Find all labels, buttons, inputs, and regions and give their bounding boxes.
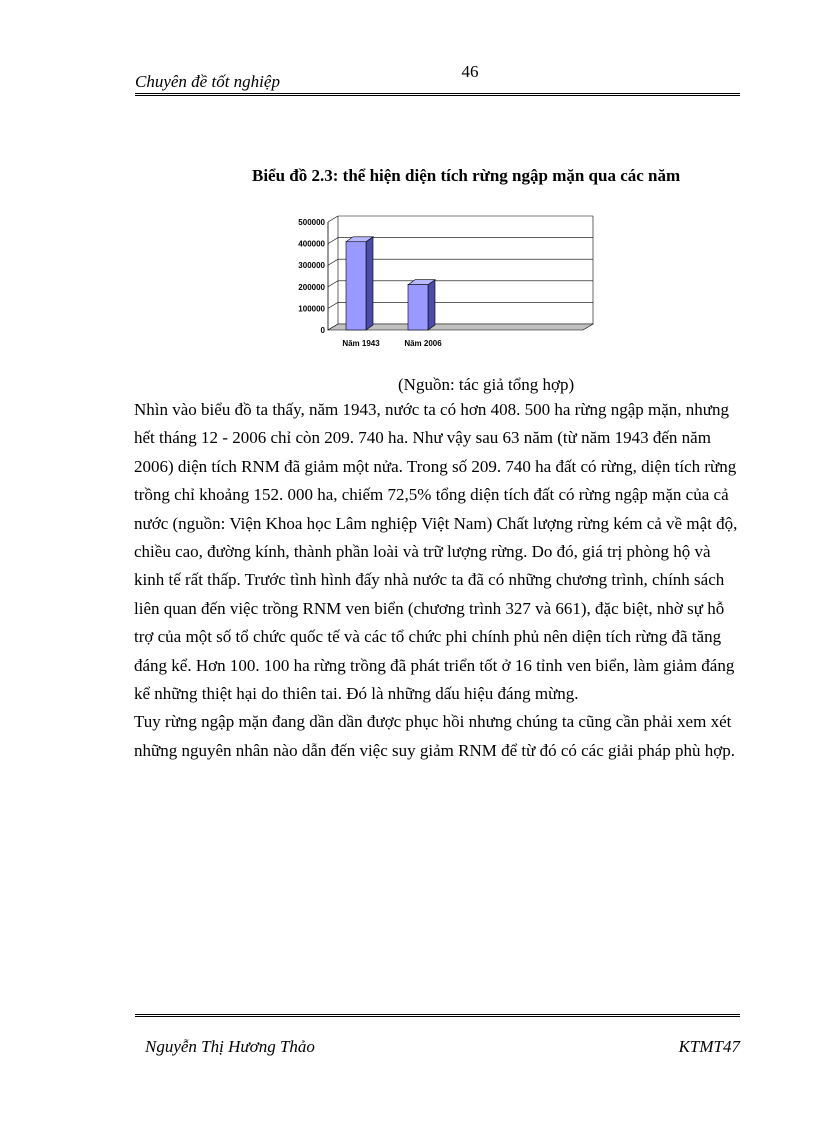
bar	[408, 285, 428, 330]
source-note: (Nguồn: tác giả tổng hợp)	[398, 375, 575, 394]
gridline-side	[328, 281, 338, 287]
footer-rule	[135, 1014, 740, 1017]
gridline-side	[328, 259, 338, 265]
bar	[346, 242, 366, 330]
page-number: 46	[461, 62, 479, 81]
y-tick-label: 400000	[298, 239, 325, 249]
y-tick-label: 300000	[298, 261, 325, 271]
chart-title: Biểu đồ 2.3: thể hiện diện tích rừng ngập mặn qua các năm	[252, 166, 681, 185]
bar-side	[428, 280, 435, 330]
footer-class-code: KTMT47	[678, 1037, 740, 1056]
chart-svg	[283, 212, 603, 362]
header-rule	[135, 93, 740, 96]
body-text	[134, 396, 740, 765]
y-tick-label: 500000	[298, 218, 325, 227]
x-tick-label: Năm 2006	[404, 339, 442, 348]
x-tick-label: Năm 1943	[342, 339, 380, 348]
bar-chart	[283, 212, 603, 362]
y-tick-label: 200000	[298, 282, 325, 292]
gridline-side	[328, 302, 338, 308]
paragraph-2: Tuy rừng ngập mặn đang dần dần được phục hồi nhưng chúng ta cũng cần phải xem xét những nguyên nhân nào dẫn đến việc suy giảm RNM để từ đó có các giải pháp phù hợp.	[134, 712, 736, 760]
paragraph-1: Nhìn vào biểu đồ ta thấy, năm 1943, nước ta có hơn 408. 500 ha rừng ngập mặn, nhưng hết tháng 12 - 2006 chỉ còn 209. 740 ha. Như vậy sau 63 năm (từ năm 1943 đến năm 2006) diện tích RNM đã giảm một nửa. Trong số 209. 740 ha đất có rừng, diện tích rừng trồng chỉ khoảng 152. 000 ha, chiếm 72,5% tổng diện tích đất có rừng ngập mặn của cả nước (nguồn: Viện Khoa học Lâm nghiệp Việt Nam) Chất lượng rừng kém cả về mật độ, chiều cao, đường kính, thành phần loài và trữ lượng rừng. Do đó, giá trị phòng hộ và kinh tế rất thấp. Trước tình hình đấy nhà nước ta đã có những chương trình, chính sách liên quan đến việc trồng RNM ven biển (chương trình 327 và 661), đặc biệt, nhờ sự hỗ trợ của một số tổ chức quốc tế và các tổ chức phi chính phủ nên diện tích rừng đã tăng đáng kể. Hơn 100. 100 ha rừng trồng đã phát triển tốt ở 16 tỉnh ven biển, làm giảm đáng kể những thiệt hại do thiên tai. Đó là những dấu hiệu đáng mừng.	[134, 400, 738, 704]
y-tick-label: 100000	[298, 304, 325, 314]
footer-author: Nguyễn Thị Hương Thảo	[145, 1037, 315, 1056]
bar-side	[366, 237, 373, 330]
gridline-side	[328, 238, 338, 244]
header-title: Chuyên đề tốt nghiệp	[135, 72, 280, 91]
gridline-side	[328, 216, 338, 222]
y-tick-label: 0	[320, 326, 325, 335]
